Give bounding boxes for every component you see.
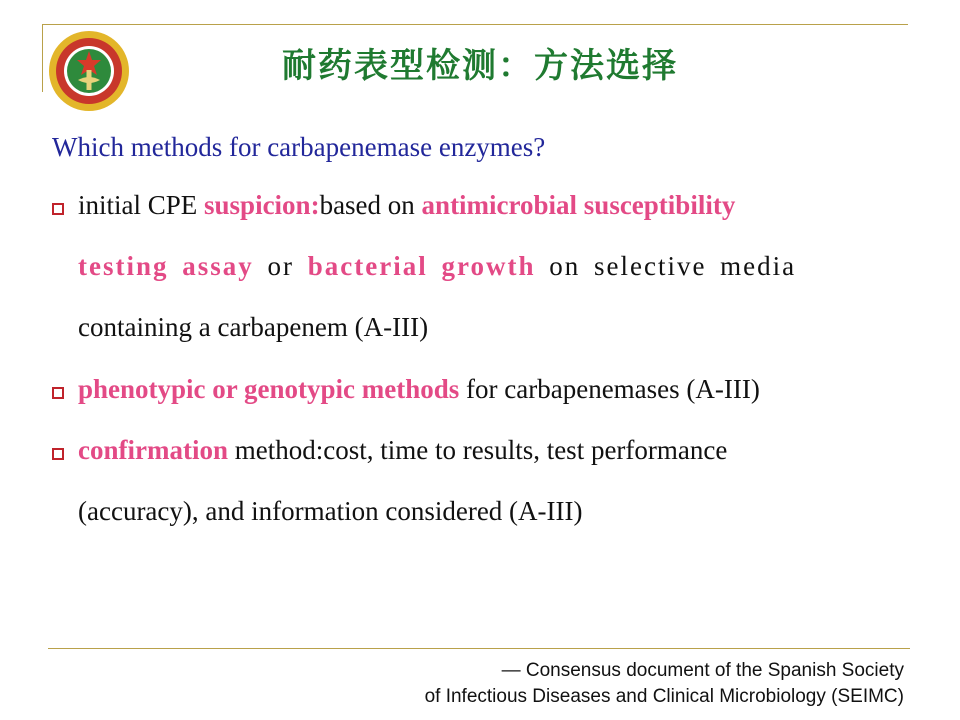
bullet-3-line-1: [78, 435, 727, 466]
bottom-rule: [48, 648, 910, 649]
text-segment: on selective media: [535, 251, 797, 281]
citation-line-2: of Infectious Diseases and Clinical Microbiology (SEIMC): [424, 686, 904, 707]
bullet-square-icon: [52, 203, 64, 215]
bullet-1-line-3: containing a carbapenem (A-III): [78, 312, 429, 342]
emphasis-confirmation: confirmation: [78, 435, 228, 465]
bullet-square-icon: [52, 448, 64, 460]
slide-title: 耐药表型检测：方法选择: [282, 46, 678, 86]
emphasis-phenotypic-genotypic: phenotypic or genotypic methods: [78, 374, 460, 404]
top-rule: [42, 24, 908, 25]
emphasis-suspicion: suspicion:: [204, 190, 320, 220]
bullet-1-line-1: [78, 190, 735, 221]
citation-line-1: — Consensus document of the Spanish Society: [501, 660, 904, 681]
question-heading: Which methods for carbapenemase enzymes?: [52, 132, 546, 162]
text-segment: or: [253, 251, 308, 281]
bullet-2-line-1: [78, 374, 760, 405]
text-segment: method:cost, time to results, test performance: [227, 435, 728, 465]
bullet-3-line-2: (accuracy), and information considered (A-III): [78, 496, 583, 526]
text-segment: based on: [319, 190, 422, 220]
bullet-square-icon: [52, 387, 64, 399]
text-segment: initial CPE: [78, 190, 205, 220]
citation: [425, 658, 904, 710]
text-segment: for carbapenemases (A-III): [459, 374, 760, 404]
bullet-1-line-2: [78, 251, 796, 282]
emphasis-bacterial-growth: bacterial growth: [307, 251, 536, 281]
emphasis-testing-assay: testing assay: [78, 251, 254, 281]
emphasis-antimicrobial-susceptibility: antimicrobial susceptibility: [421, 190, 736, 220]
